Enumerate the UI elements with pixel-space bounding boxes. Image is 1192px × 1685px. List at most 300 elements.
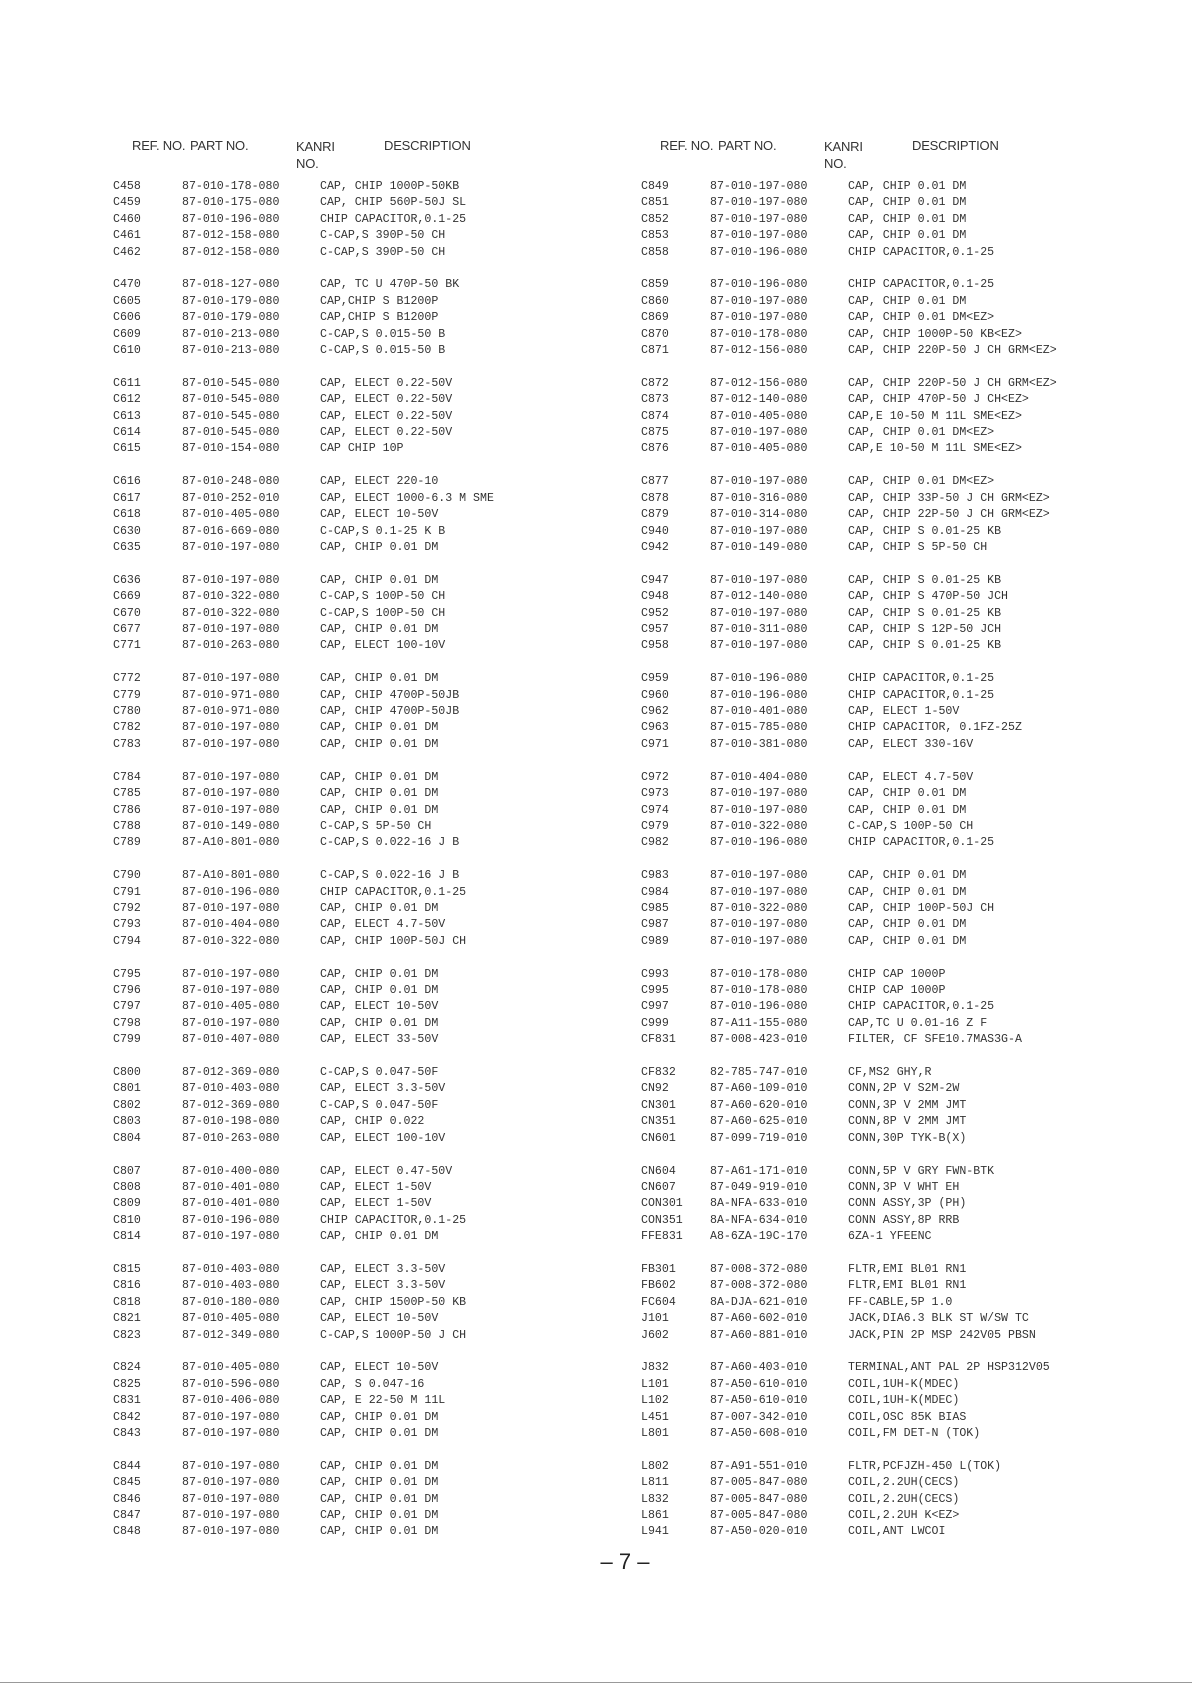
part-row — [641, 377, 1121, 393]
description: JACK,DIA6.3 BLK ST W/SW TC — [848, 1312, 1029, 1326]
ref-no: C972 — [641, 770, 669, 784]
part-no: 87-010-311-080 — [710, 622, 808, 636]
part-no: 87-016-669-080 — [182, 524, 280, 538]
part-no: 87-010-196-080 — [710, 278, 808, 292]
description: CAP,TC U 0.01-16 Z F — [848, 1016, 988, 1030]
description: CHIP CAPACITOR,0.1-25 — [320, 1213, 467, 1227]
ref-no: CF831 — [641, 1033, 676, 1047]
description: CAP, CHIP 0.01 DM — [848, 212, 967, 226]
description: C-CAP,S 390P-50 CH — [320, 229, 446, 243]
part-no: 87-005-847-080 — [710, 1476, 808, 1490]
part-row — [113, 1214, 593, 1230]
part-row — [641, 738, 1121, 754]
parts-group — [113, 1263, 593, 1345]
part-row — [113, 1329, 593, 1345]
description: C-CAP,S 0.015-50 B — [320, 327, 446, 341]
part-no: 87-A10-801-080 — [182, 869, 280, 883]
part-row — [641, 1394, 1121, 1410]
ref-no: C962 — [641, 705, 669, 719]
description-header: DESCRIPTION — [384, 138, 471, 153]
part-row — [641, 1066, 1121, 1082]
part-row — [113, 1394, 593, 1410]
part-row — [641, 935, 1121, 951]
part-row — [641, 1476, 1121, 1492]
description: CAP, CHIP 0.01 DM — [320, 573, 439, 587]
description: CAP, ELECT 10-50V — [320, 508, 439, 522]
part-no: 87-010-322-080 — [710, 901, 808, 915]
part-no: 87-010-405-080 — [182, 1312, 280, 1326]
part-no: 87-010-197-080 — [182, 967, 280, 981]
part-row — [113, 492, 593, 508]
description: C-CAP,S 0.047-50F — [320, 1066, 439, 1080]
part-row — [641, 1214, 1121, 1230]
right-groups — [641, 180, 1121, 1542]
description: CAP, CHIP 1000P-50KB — [320, 180, 460, 193]
part-no: 87-010-197-080 — [182, 1427, 280, 1440]
ref-no: C459 — [113, 196, 141, 210]
part-row — [113, 1296, 593, 1312]
part-row — [113, 721, 593, 737]
part-no: 87-010-403-080 — [182, 1262, 280, 1276]
part-row — [641, 984, 1121, 1000]
description: CAP, CHIP 0.01 DM — [320, 721, 439, 735]
ref-no: C987 — [641, 918, 669, 932]
ref-no: J602 — [641, 1328, 669, 1342]
description: CONN,5P V GRY FWN-BTK — [848, 1164, 995, 1178]
ref-no: C846 — [113, 1492, 141, 1506]
ref-no: C844 — [113, 1459, 141, 1473]
description: C-CAP,S 0.022-16 J B — [320, 836, 460, 850]
part-row — [641, 1509, 1121, 1525]
ref-no: C848 — [113, 1525, 141, 1539]
description: CAP, CHIP 0.01 DM<EZ> — [848, 426, 995, 440]
description: CAP, CHIP 0.01 DM — [320, 622, 439, 636]
part-row — [113, 935, 593, 951]
part-row — [641, 1460, 1121, 1476]
part-no: 87-A60-881-010 — [710, 1328, 808, 1342]
description: CAP, CHIP 0.01 DM — [320, 787, 439, 801]
part-row — [113, 1181, 593, 1197]
description: C-CAP,S 0.022-16 J B — [320, 869, 460, 883]
ref-no: C853 — [641, 229, 669, 243]
part-row — [641, 1427, 1121, 1443]
ref-no: C831 — [113, 1394, 141, 1408]
parts-group — [113, 278, 593, 360]
part-row — [641, 787, 1121, 803]
parts-group — [113, 672, 593, 754]
part-no: 87-010-178-080 — [710, 984, 808, 998]
ref-no: C959 — [641, 672, 669, 686]
parts-group — [113, 1066, 593, 1148]
part-no: 87-012-156-080 — [710, 376, 808, 390]
ref-no: C847 — [113, 1509, 141, 1523]
part-no: 87-010-381-080 — [710, 737, 808, 751]
part-no: 87-A50-610-010 — [710, 1377, 808, 1391]
part-row — [113, 229, 593, 245]
part-no: 87-010-197-080 — [182, 1410, 280, 1424]
part-no: 87-010-196-080 — [710, 672, 808, 686]
part-no: 87-099-719-010 — [710, 1131, 808, 1145]
description: CAP, CHIP S 0.01-25 KB — [848, 639, 1002, 653]
kanri-no-header — [824, 138, 863, 172]
ref-no: CN351 — [641, 1115, 676, 1129]
description: CHIP CAPACITOR,0.1-25 — [848, 245, 995, 259]
part-no: 87-010-596-080 — [182, 1377, 280, 1391]
part-no: 87-010-197-080 — [182, 803, 280, 817]
description: CAP, CHIP S 0.01-25 KB — [848, 573, 1002, 587]
part-row — [113, 984, 593, 1000]
part-no: 87-010-400-080 — [182, 1164, 280, 1178]
part-no: 87-010-197-080 — [710, 524, 808, 538]
description: COIL,2.2UH(CECS) — [848, 1492, 960, 1506]
ref-no: C859 — [641, 278, 669, 292]
part-row — [641, 475, 1121, 491]
part-row — [641, 328, 1121, 344]
part-no: 87-010-196-080 — [182, 885, 280, 899]
part-row — [113, 410, 593, 426]
part-row — [641, 1378, 1121, 1394]
ref-no: C779 — [113, 688, 141, 702]
ref-no: L832 — [641, 1492, 669, 1506]
part-row — [113, 1017, 593, 1033]
description: CAP, CHIP 0.01 DM — [848, 787, 967, 801]
parts-column-right — [641, 136, 1121, 1558]
part-row — [113, 886, 593, 902]
ref-no: C815 — [113, 1262, 141, 1276]
ref-no: C958 — [641, 639, 669, 653]
part-row — [113, 1411, 593, 1427]
ref-no: C794 — [113, 934, 141, 948]
part-no: 87-010-179-080 — [182, 311, 280, 325]
description: C-CAP,S 100P-50 CH — [320, 606, 446, 620]
description: CAP, CHIP 0.01 DM — [848, 294, 967, 308]
part-row — [113, 328, 593, 344]
ref-no: C942 — [641, 540, 669, 554]
ref-no: FB602 — [641, 1279, 676, 1293]
description: CAP, CHIP 1500P-50 KB — [320, 1295, 467, 1309]
ref-no: C788 — [113, 819, 141, 833]
ref-no: C843 — [113, 1427, 141, 1440]
part-no: 87-012-369-080 — [182, 1098, 280, 1112]
bottom-divider — [0, 1682, 1192, 1683]
ref-no: FC604 — [641, 1295, 676, 1309]
part-row — [113, 1132, 593, 1148]
description: CAP, CHIP S 0.01-25 KB — [848, 524, 1002, 538]
ref-no: J101 — [641, 1312, 669, 1326]
description: CAP, CHIP 1000P-50 KB<EZ> — [848, 327, 1022, 341]
parts-group — [113, 1165, 593, 1247]
ref-no: C809 — [113, 1197, 141, 1211]
ref-no: C997 — [641, 1000, 669, 1014]
part-no: 87-010-196-080 — [710, 688, 808, 702]
part-no: 87-010-197-080 — [710, 311, 808, 325]
part-row — [113, 1099, 593, 1115]
ref-no: C808 — [113, 1180, 141, 1194]
description: C-CAP,S 0.047-50F — [320, 1098, 439, 1112]
part-row — [641, 689, 1121, 705]
parts-group — [113, 475, 593, 557]
description: CHIP CAPACITOR,0.1-25 — [320, 885, 467, 899]
part-row — [641, 590, 1121, 606]
description: CAP, CHIP 0.01 DM — [320, 803, 439, 817]
part-row — [641, 639, 1121, 655]
part-no: 87-010-197-080 — [182, 1509, 280, 1523]
part-no: 87-010-314-080 — [710, 508, 808, 522]
part-no: 87-010-545-080 — [182, 393, 280, 407]
description: CHIP CAPACITOR,0.1-25 — [848, 672, 995, 686]
part-no: 82-785-747-010 — [710, 1066, 808, 1080]
part-no: 87-A50-608-010 — [710, 1427, 808, 1440]
part-no: 87-A60-625-010 — [710, 1115, 808, 1129]
part-row — [641, 869, 1121, 885]
part-no: 87-010-196-080 — [182, 1213, 280, 1227]
ref-no: CN601 — [641, 1131, 676, 1145]
part-no: 87-007-342-010 — [710, 1410, 808, 1424]
part-row — [113, 1361, 593, 1377]
description: CAP, CHIP 33P-50 J CH GRM<EZ> — [848, 491, 1050, 505]
description: CAP, CHIP 0.01 DM — [320, 901, 439, 915]
parts-group — [641, 278, 1121, 360]
part-row — [641, 771, 1121, 787]
part-row — [113, 836, 593, 852]
description: CAP, ELECT 4.7-50V — [320, 918, 446, 932]
ref-no: C636 — [113, 573, 141, 587]
part-row — [113, 295, 593, 311]
part-no: 87-018-127-080 — [182, 278, 280, 292]
ref-no: C803 — [113, 1115, 141, 1129]
part-row — [113, 1197, 593, 1213]
ref-no: C845 — [113, 1476, 141, 1490]
description: FLTR,EMI BL01 RN1 — [848, 1279, 967, 1293]
ref-no: C616 — [113, 475, 141, 489]
part-no: 87-012-156-080 — [710, 344, 808, 358]
description: CAP, CHIP 0.01 DM — [320, 1492, 439, 1506]
part-no: 87-012-158-080 — [182, 229, 280, 243]
part-row — [113, 1165, 593, 1181]
description: CAP, CHIP 0.01 DM — [848, 885, 967, 899]
part-no: 87-015-785-080 — [710, 721, 808, 735]
part-row — [113, 1230, 593, 1246]
ref-no: CON351 — [641, 1213, 683, 1227]
description: CAP, CHIP 220P-50 J CH GRM<EZ> — [848, 344, 1057, 358]
ref-no: C872 — [641, 376, 669, 390]
part-no: 87-010-971-080 — [182, 688, 280, 702]
description: CAP, CHIP 0.01 DM — [848, 934, 967, 948]
description: CONN,3P V 2MM JMT — [848, 1098, 967, 1112]
parts-group — [641, 1263, 1121, 1345]
part-no: 87-010-252-010 — [182, 491, 280, 505]
part-no: 87-010-197-080 — [710, 426, 808, 440]
part-row — [113, 1509, 593, 1525]
part-row — [113, 902, 593, 918]
kanri-no-header — [296, 138, 335, 172]
ref-no: C804 — [113, 1131, 141, 1145]
description: CAP, ELECT 0.22-50V — [320, 393, 453, 407]
description: 6ZA-1 YFEENC — [848, 1230, 932, 1244]
description: CAP, CHIP 0.01 DM — [320, 1476, 439, 1490]
part-no: 87-A60-602-010 — [710, 1312, 808, 1326]
part-no: 8A-NFA-634-010 — [710, 1213, 808, 1227]
part-row — [641, 1197, 1121, 1213]
description: CAP, ELECT 0.22-50V — [320, 426, 453, 440]
description: CAP, ELECT 0.47-50V — [320, 1164, 453, 1178]
ref-no: C789 — [113, 836, 141, 850]
part-no: 87-008-372-080 — [710, 1262, 808, 1276]
part-no: 87-010-197-080 — [182, 1016, 280, 1030]
part-row — [113, 1312, 593, 1328]
ref-no: C670 — [113, 606, 141, 620]
part-no: 87-010-197-080 — [182, 1459, 280, 1473]
part-row — [641, 1230, 1121, 1246]
ref-no: C947 — [641, 573, 669, 587]
part-row — [641, 229, 1121, 245]
description: CAP, CHIP 0.01 DM — [320, 967, 439, 981]
part-row — [641, 820, 1121, 836]
ref-no: C971 — [641, 737, 669, 751]
part-no: 87-010-322-080 — [710, 819, 808, 833]
kanri-label: KANRI — [296, 139, 335, 154]
part-no: 87-010-401-080 — [182, 1180, 280, 1194]
ref-no: C614 — [113, 426, 141, 440]
part-row — [641, 410, 1121, 426]
ref-no: C877 — [641, 475, 669, 489]
ref-no: C873 — [641, 393, 669, 407]
part-row — [113, 246, 593, 262]
description: CAP, CHIP 0.01 DM — [848, 196, 967, 210]
part-row — [113, 820, 593, 836]
description: CAP, TC U 470P-50 BK — [320, 278, 460, 292]
part-row — [641, 525, 1121, 541]
part-no: 87-010-196-080 — [182, 212, 280, 226]
part-no: 87-010-197-080 — [710, 606, 808, 620]
parts-group — [641, 869, 1121, 951]
ref-no: C612 — [113, 393, 141, 407]
ref-no: C940 — [641, 524, 669, 538]
part-row — [641, 1263, 1121, 1279]
ref-no: C999 — [641, 1016, 669, 1030]
ref-no: C783 — [113, 737, 141, 751]
parts-group — [113, 771, 593, 853]
description: CAP,E 10-50 M 11L SME<EZ> — [848, 442, 1022, 456]
part-no: 87-A61-171-010 — [710, 1164, 808, 1178]
part-row — [113, 705, 593, 721]
part-row — [641, 344, 1121, 360]
ref-no: C793 — [113, 918, 141, 932]
parts-group — [641, 1460, 1121, 1542]
part-no: 87-010-197-080 — [710, 787, 808, 801]
part-no: 87-010-196-080 — [710, 836, 808, 850]
ref-no: C995 — [641, 984, 669, 998]
part-row — [113, 1066, 593, 1082]
part-no: 87-012-369-080 — [182, 1066, 280, 1080]
part-no: 87-010-545-080 — [182, 409, 280, 423]
part-no: 87-010-197-080 — [710, 212, 808, 226]
description: COIL,1UH-K(MDEC) — [848, 1377, 960, 1391]
part-row — [641, 1361, 1121, 1377]
ref-no: C792 — [113, 901, 141, 915]
description: CF,MS2 GHY,R — [848, 1066, 932, 1080]
part-no: 87-012-140-080 — [710, 590, 808, 604]
part-row — [113, 1493, 593, 1509]
part-row — [641, 836, 1121, 852]
ref-no: C796 — [113, 984, 141, 998]
part-no: 87-010-197-080 — [710, 573, 808, 587]
ref-no: C798 — [113, 1016, 141, 1030]
ref-no: C771 — [113, 639, 141, 653]
description: CAP, CHIP 100P-50J CH — [848, 901, 995, 915]
part-row — [113, 442, 593, 458]
ref-no: C611 — [113, 376, 141, 390]
part-row — [113, 574, 593, 590]
description: CHIP CAPACITOR,0.1-25 — [848, 1000, 995, 1014]
description: CAP, ELECT 3.3-50V — [320, 1082, 446, 1096]
part-no: 87-010-197-080 — [182, 573, 280, 587]
description: CONN ASSY,8P RRB — [848, 1213, 960, 1227]
description: CAP, CHIP 0.022 — [320, 1115, 425, 1129]
description: FF-CABLE,5P 1.0 — [848, 1295, 953, 1309]
ref-no: C799 — [113, 1033, 141, 1047]
kanri-no-label: NO. — [824, 156, 847, 171]
part-row — [113, 278, 593, 294]
part-no: 87-010-197-080 — [182, 622, 280, 636]
part-row — [641, 278, 1121, 294]
part-no: 87-010-401-080 — [710, 705, 808, 719]
part-row — [113, 475, 593, 491]
part-row — [113, 1279, 593, 1295]
part-no: 87-012-349-080 — [182, 1328, 280, 1342]
description: CAP, ELECT 0.22-50V — [320, 376, 453, 390]
ref-no-header: REF. NO. — [660, 138, 714, 153]
ref-no: C821 — [113, 1312, 141, 1326]
part-no: 87-010-545-080 — [182, 376, 280, 390]
part-no: 87-010-404-080 — [182, 918, 280, 932]
ref-no: C824 — [113, 1361, 141, 1375]
description: CAP, ELECT 1-50V — [320, 1197, 432, 1211]
ref-no: C470 — [113, 278, 141, 292]
ref-no: C772 — [113, 672, 141, 686]
description: CHIP CAPACITOR,0.1-25 — [320, 212, 467, 226]
part-no: 87-010-404-080 — [710, 770, 808, 784]
description: CAP, ELECT 10-50V — [320, 1312, 439, 1326]
part-no: 87-A50-610-010 — [710, 1394, 808, 1408]
ref-no: C963 — [641, 721, 669, 735]
part-no: 87-010-197-080 — [710, 294, 808, 308]
part-row — [641, 426, 1121, 442]
part-row — [113, 508, 593, 524]
description: CAP, CHIP 100P-50J CH — [320, 934, 467, 948]
description: FILTER, CF SFE10.7MAS3G-A — [848, 1033, 1022, 1047]
part-row — [113, 672, 593, 688]
description: CAP, CHIP 22P-50 J CH GRM<EZ> — [848, 508, 1050, 522]
ref-no: C790 — [113, 869, 141, 883]
part-no: 87-010-197-080 — [182, 787, 280, 801]
part-no: 87-010-149-080 — [710, 540, 808, 554]
ref-no: C851 — [641, 196, 669, 210]
part-row — [113, 590, 593, 606]
ref-no: C875 — [641, 426, 669, 440]
part-no: 8A-NFA-633-010 — [710, 1197, 808, 1211]
part-row — [113, 689, 593, 705]
ref-no: J832 — [641, 1361, 669, 1375]
part-row — [641, 213, 1121, 229]
description: CONN,30P TYK-B(X) — [848, 1131, 967, 1145]
page-number: – 7 – — [600, 1549, 650, 1574]
ref-no: C786 — [113, 803, 141, 817]
description: COIL,1UH-K(MDEC) — [848, 1394, 960, 1408]
part-no: 87-010-197-080 — [182, 672, 280, 686]
description: CAP, CHIP S 5P-50 CH — [848, 540, 988, 554]
part-no: 87-010-213-080 — [182, 327, 280, 341]
